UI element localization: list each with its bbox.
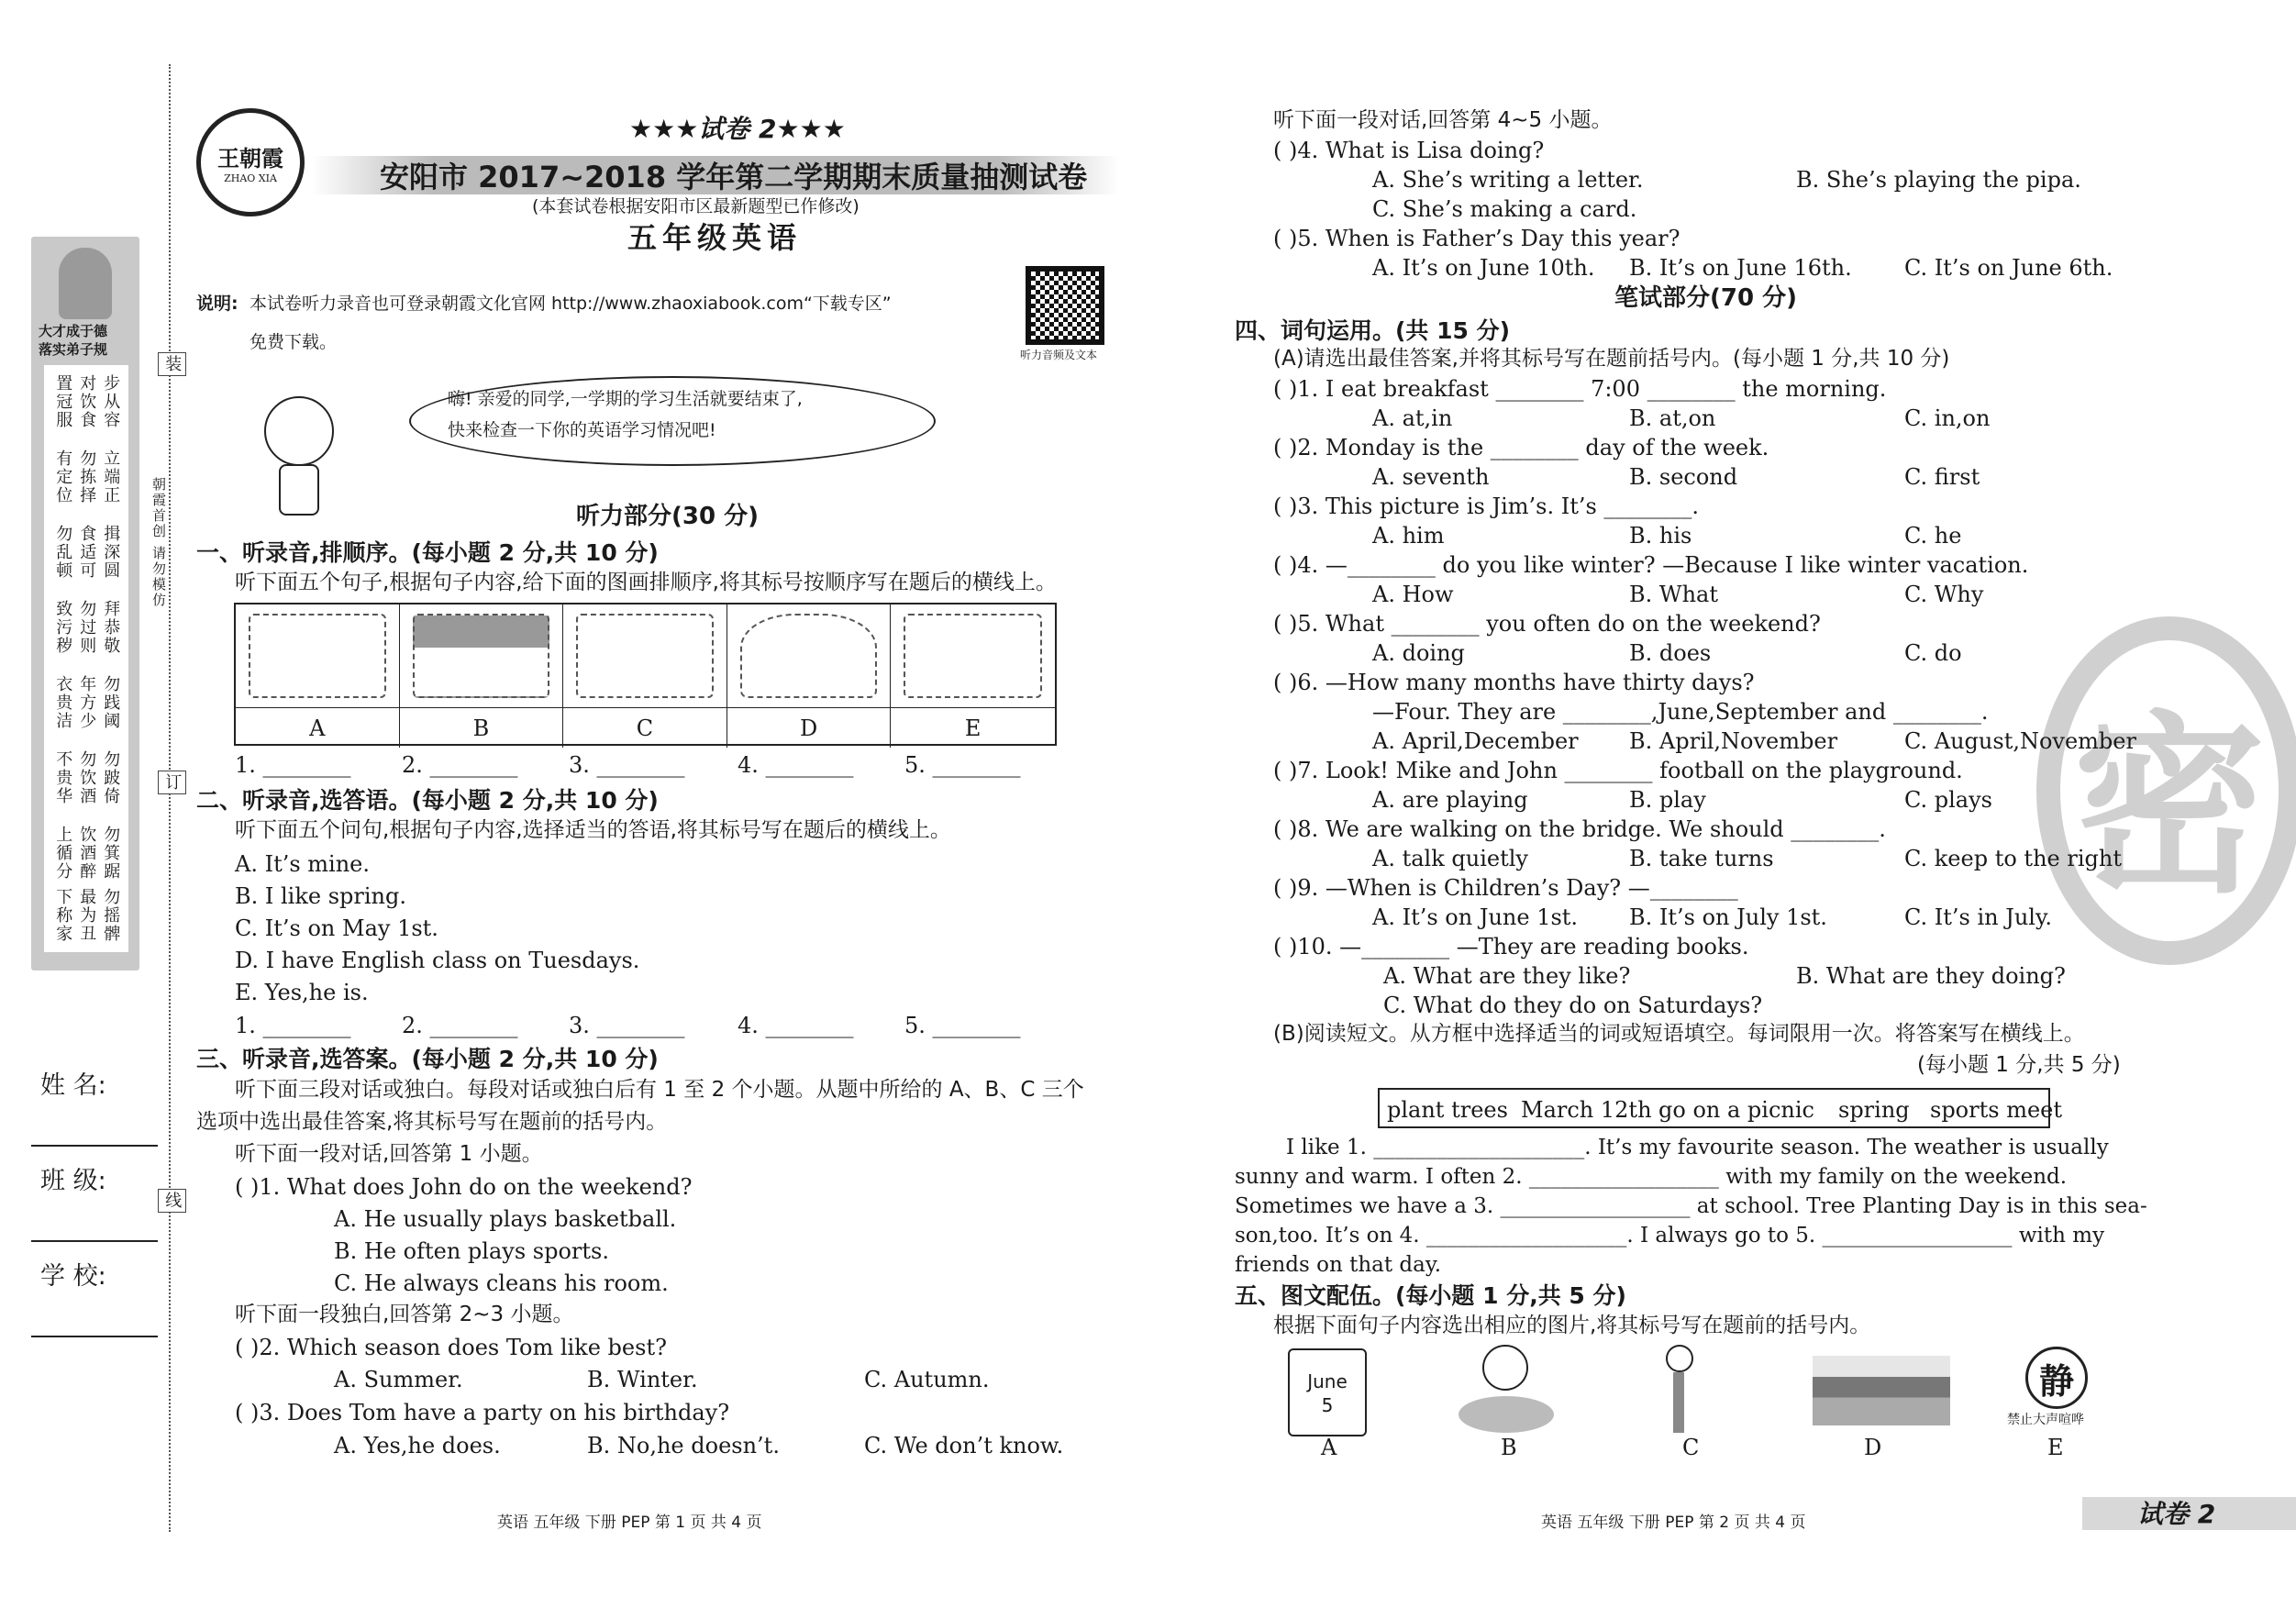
grammar-option-b: B. It’s on July 1st.: [1629, 904, 1827, 930]
part-b-score: (每小题 1 分,共 5 分): [1917, 1053, 2121, 1077]
picture-label: D: [1864, 1435, 1882, 1460]
question-3-option-a: A. Yes,he does.: [334, 1433, 501, 1458]
listening-title: 听力部分(30 分): [576, 503, 759, 530]
class-label: 班 级:: [40, 1167, 106, 1195]
grammar-option-c: C. first: [1904, 464, 1980, 490]
answer-option: C. It’s on May 1st.: [235, 915, 438, 941]
picture-label: D: [727, 707, 892, 748]
margin-dotted-line: [169, 64, 171, 1532]
passage-line[interactable]: I like 1. ____________________. It’s my favourite season. The weather is usually: [1286, 1136, 2109, 1159]
order-blank[interactable]: 4. ________: [738, 752, 854, 778]
part-b-desc: (B)阅读短文。从方框中选择适当的词或短语填空。每词限用一次。将答案写在横线上。: [1273, 1022, 2085, 1046]
question-2[interactable]: ( )2. Which season does Tom like best?: [235, 1335, 667, 1360]
question-2-option-c: C. Autumn.: [864, 1367, 990, 1392]
picture-cell-b: [400, 604, 564, 707]
boy-sitting-picture: [1459, 1345, 1554, 1436]
question-5[interactable]: ( )5. When is Father’s Day this year?: [1273, 226, 1680, 251]
answer-option: D. I have English class on Tuesdays.: [235, 948, 640, 973]
note-text: 本试卷听力录音也可登录朝霞文化官网 http://www.zhaoxiabook.com“下载专区”: [250, 294, 892, 314]
grammar-option-c: C. in,on: [1904, 405, 1991, 431]
section-5-desc: 根据下面句子内容选出相应的图片,将其标号写在题前的括号内。: [1273, 1314, 1871, 1337]
scholar-figure: [59, 248, 112, 319]
picture-cell-a: [236, 604, 400, 707]
grammar-option-a: A. What are they like?: [1383, 963, 1631, 989]
grammar-option-a: A. How: [1372, 582, 1454, 607]
question-3[interactable]: ( )3. Does Tom have a party on his birthday?: [235, 1400, 730, 1425]
question-3-option-b: B. No,he doesn’t.: [587, 1433, 780, 1458]
picture-cell-d: [727, 604, 892, 707]
section-3-heading: 三、听录音,选答案。(每小题 2 分,共 10 分): [196, 1046, 659, 1072]
school-field[interactable]: [31, 1336, 158, 1337]
section-1-heading: 一、听录音,排顺序。(每小题 2 分,共 10 分): [196, 539, 659, 566]
name-field[interactable]: [31, 1145, 158, 1147]
rule: 对饮食: [77, 374, 97, 429]
picture-label: A: [236, 707, 400, 748]
part-a-desc: (A)请选出最佳答案,并将其标号写在题前括号内。(每小题 1 分,共 10 分): [1273, 347, 1950, 371]
calendar-month: June: [1307, 1370, 1348, 1392]
picture-label: E: [891, 707, 1055, 748]
bubble-line-2: 快来检查一下你的英语学习情况吧!: [448, 420, 716, 440]
rule: 不贵华: [53, 750, 73, 805]
grammar-question[interactable]: ( )3. This picture is Jim’s. It’s ________.: [1273, 494, 1700, 519]
rules-box: [44, 365, 128, 952]
word-option: spring: [1838, 1097, 1910, 1123]
rule: 致污秽: [53, 600, 73, 655]
question-1-option-c: C. He always cleans his room.: [334, 1270, 669, 1296]
question-5-option-b: B. It’s on June 16th.: [1629, 255, 1852, 281]
rule: 步从容: [101, 374, 121, 429]
word-option: go on a picnic: [1658, 1097, 1814, 1123]
grammar-question[interactable]: ( )5. What ________ you often do on the weekend?: [1273, 611, 1821, 637]
order-blank[interactable]: 3. ________: [569, 752, 685, 778]
logo: [196, 108, 305, 216]
note-text-2: 免费下载。: [250, 332, 338, 352]
note-label: 说明:: [196, 294, 238, 314]
word-option: March 12th: [1521, 1097, 1652, 1123]
calendar-day: 5: [1321, 1394, 1334, 1416]
question-2-option-a: A. Summer.: [334, 1367, 463, 1392]
binding-mark: 装: [158, 352, 186, 376]
grammar-question[interactable]: ( )8. We are walking on the bridge. We should ________.: [1273, 816, 1886, 842]
exam-subtitle: (本套试卷根据安阳市区最新题型已作修改): [532, 196, 860, 216]
cartoon-boy: [259, 396, 339, 516]
grade-title: 五年级英语: [627, 220, 803, 255]
grammar-option-a: A. April,December: [1372, 728, 1579, 754]
classroom-picture: [413, 614, 550, 698]
logo-subtext: ZHAO XIA: [224, 172, 277, 184]
grammar-option-b: B. What: [1629, 582, 1718, 607]
rule: 饮酒醉: [77, 826, 97, 881]
grammar-option-c: C. keep to the right: [1904, 846, 2122, 871]
slogan-2: 落实弟子规: [39, 341, 108, 358]
slogan-1: 大才成于德: [39, 323, 108, 339]
question-1-option-b: B. He often plays sports.: [334, 1238, 609, 1264]
grammar-option-a: A. It’s on June 1st.: [1372, 904, 1579, 930]
question-1[interactable]: ( )1. What does John do on the weekend?: [235, 1174, 693, 1200]
question-4-option-b: B. She’s playing the pipa.: [1796, 167, 2081, 193]
question-5-option-a: A. It’s on June 10th.: [1372, 255, 1595, 281]
passage-line[interactable]: sunny and warm. I often 2. __________________ with my family on the weekend.: [1235, 1165, 2068, 1189]
answer-option: A. It’s mine.: [235, 851, 371, 877]
picture-label: A: [1321, 1435, 1337, 1460]
picture-label: C: [563, 707, 727, 748]
section-4-heading: 四、词句运用。(共 15 分): [1235, 317, 1511, 344]
grammar-option-c: C. What do they do on Saturdays?: [1383, 993, 1763, 1018]
grammar-option-c: C. Why: [1904, 582, 1984, 607]
exam-badge: ★★★试卷 2★★★: [629, 114, 846, 144]
dialogue-intro-2: 听下面一段独白,回答第 2~3 小题。: [235, 1303, 574, 1326]
quiet-char: 静: [2038, 1360, 2074, 1402]
rule: 勿箕踞: [101, 826, 121, 881]
order-blank[interactable]: 2. ________: [402, 752, 518, 778]
grammar-option-b: B. at,on: [1629, 405, 1716, 431]
answer-option: B. I like spring.: [235, 883, 407, 909]
grammar-option-a: A. him: [1372, 523, 1445, 549]
footer-tag: 试卷 2: [2137, 1499, 2216, 1529]
lying-picture: [904, 614, 1042, 698]
section-2-heading: 二、听录音,选答语。(每小题 2 分,共 10 分): [196, 787, 659, 814]
writing-picture: [576, 614, 714, 698]
binding-mark: 线: [158, 1189, 186, 1213]
rule: 立端正: [101, 449, 121, 505]
grammar-option-c: C. plays: [1904, 787, 1992, 813]
quiet-caption: 禁止大声喧哗: [2007, 1413, 2084, 1427]
calendar-picture: [1288, 1348, 1367, 1436]
answer-blank[interactable]: 1. ________: [235, 1013, 351, 1038]
hammock-picture: [249, 614, 386, 698]
logo-text: 王朝霞: [217, 146, 283, 172]
grammar-option-c: C. do: [1904, 640, 1962, 666]
order-blank[interactable]: 5. ________: [904, 752, 1021, 778]
rule: 食适可: [77, 525, 97, 580]
watermark: [2036, 616, 2296, 965]
grammar-option-b: B. second: [1629, 464, 1738, 490]
original-notice: 朝霞首创 请勿模仿: [150, 477, 167, 608]
question-4-option-c: C. She’s making a card.: [1372, 196, 1637, 222]
kite-boy-picture: [1649, 1345, 1708, 1436]
rule: 勿摇髀: [101, 888, 121, 943]
passage-line[interactable]: Sometimes we have a 3. __________________ at school. Tree Planting Day is in this sea-: [1235, 1194, 2147, 1218]
class-field[interactable]: [31, 1240, 158, 1242]
picture-label: C: [1682, 1435, 1700, 1460]
answer-option: E. Yes,he is.: [235, 980, 369, 1005]
section-2-desc: 听下面五个问句,根据句子内容,选择适当的答语,将其标号写在题后的横线上。: [235, 818, 951, 842]
picture-label: B: [1501, 1435, 1517, 1460]
question-5-option-c: C. It’s on June 6th.: [1904, 255, 2113, 281]
rule: 勿饮酒: [77, 750, 97, 805]
grammar-option-a: A. are playing: [1372, 787, 1528, 813]
grammar-question[interactable]: ( )7. Look! Mike and John ________ football on the playground.: [1273, 758, 1963, 783]
passage-line[interactable]: son,too. It’s on 4. ___________________. I always go to 5. __________________ with my: [1235, 1224, 2105, 1248]
rule: 上循分: [53, 826, 73, 881]
grammar-question[interactable]: ( )10. —________ —They are reading books.: [1273, 934, 1749, 959]
word-option: sports meet: [1930, 1097, 2062, 1123]
exam-title: 安阳市 2017~2018 学年第二学期期末质量抽测试卷: [380, 160, 1088, 194]
writing-title: 笔试部分(70 分): [1614, 284, 1797, 312]
rule: 勿乱顿: [53, 525, 73, 580]
grammar-question[interactable]: ( )4. —________ do you like winter? —Because I like winter vacation.: [1273, 552, 2029, 578]
picture-label: E: [2047, 1435, 2064, 1460]
footer-left: 英语 五年级 下册 PEP 第 1 页 共 4 页: [497, 1514, 762, 1532]
grammar-option-b: B. does: [1629, 640, 1712, 666]
rule: 揖深圆: [101, 525, 121, 580]
grammar-option-a: A. at,in: [1372, 405, 1453, 431]
question-4-option-a: A. She’s writing a letter.: [1372, 167, 1644, 193]
grammar-option-c: C. It’s in July.: [1904, 904, 2052, 930]
picture-cell-e: [891, 604, 1055, 707]
grammar-option-b: B. his: [1629, 523, 1692, 549]
answer-blank[interactable]: 3. ________: [569, 1013, 685, 1038]
rule: 下称家: [53, 888, 73, 943]
word-option: plant trees: [1387, 1097, 1508, 1123]
binding-mark: 订: [158, 771, 186, 794]
school-label: 学 校:: [40, 1262, 106, 1291]
question-1-option-a: A. He usually plays basketball.: [334, 1206, 677, 1232]
section-3-desc-2: 选项中选出最佳答案,将其标号写在题前的括号内。: [196, 1110, 668, 1134]
rule: 置冠服: [53, 374, 73, 429]
rule: 年方少: [77, 675, 97, 730]
section-5-heading: 五、图文配伍。(每小题 1 分,共 5 分): [1235, 1282, 1626, 1309]
grammar-option-a: A. seventh: [1372, 464, 1490, 490]
qr-label: 听力音频及文本: [1020, 349, 1098, 361]
grammar-option-c: C. he: [1904, 523, 1962, 549]
grammar-question[interactable]: ( )2. Monday is the ________ day of the week.: [1273, 435, 1769, 460]
grammar-option-c: C. August,November: [1904, 728, 2136, 754]
rule: 勿跛倚: [101, 750, 121, 805]
word-box: [1378, 1088, 2062, 1128]
dialogue-intro-3: 听下面一段对话,回答第 4~5 小题。: [1273, 108, 1613, 132]
question-4[interactable]: ( )4. What is Lisa doing?: [1273, 138, 1545, 163]
answer-blank[interactable]: 4. ________: [738, 1013, 854, 1038]
rule: 最为丑: [77, 888, 97, 943]
grammar-option-b: B. play: [1629, 787, 1706, 813]
rule: 衣贵洁: [53, 675, 73, 730]
picture-cell-c: [563, 604, 727, 707]
picture-label: B: [400, 707, 564, 748]
order-blank[interactable]: 1. ________: [235, 752, 351, 778]
tiananmen-picture: [1813, 1356, 1950, 1425]
grammar-option-a: A. talk quietly: [1372, 846, 1528, 871]
tree-picture: [740, 614, 878, 698]
quiet-sign: [2025, 1347, 2088, 1409]
rules-sidebar: [31, 237, 139, 970]
grammar-option-b: B. April,November: [1629, 728, 1838, 754]
passage-line: friends on that day.: [1235, 1253, 1442, 1277]
footer-right: 英语 五年级 下册 PEP 第 2 页 共 4 页: [1541, 1514, 1806, 1532]
grammar-option-b: B. take turns: [1629, 846, 1774, 871]
picture-table: [234, 603, 1057, 746]
rule: 勿拣择: [77, 449, 97, 505]
grammar-question[interactable]: ( )9. —When is Children’s Day? —________: [1273, 875, 1738, 901]
grammar-question[interactable]: ( )6. —How many months have thirty days?: [1273, 670, 1755, 695]
grammar-option-a: A. doing: [1372, 640, 1465, 666]
question-3-option-c: C. We don’t know.: [864, 1433, 1064, 1458]
name-label: 姓 名:: [40, 1071, 106, 1100]
section-3-desc-1: 听下面三段对话或独白。每段对话或独白后有 1 至 2 个小题。从题中所给的 A、B、C 三个: [235, 1078, 1084, 1102]
grammar-question[interactable]: ( )1. I eat breakfast ________ 7:00 ________ the morning.: [1273, 376, 1887, 402]
question-2-option-b: B. Winter.: [587, 1367, 698, 1392]
rule: 勿过则: [77, 600, 97, 655]
answer-blank[interactable]: 5. ________: [904, 1013, 1021, 1038]
dialogue-intro-1: 听下面一段对话,回答第 1 小题。: [235, 1142, 543, 1166]
rule: 勿践阈: [101, 675, 121, 730]
section-1-desc: 听下面五个句子,根据句子内容,给下面的图画排顺序,将其标号按顺序写在题后的横线上。: [235, 571, 1057, 594]
bubble-line-1: 嗨! 亲爱的同学,一学期的学习生活就要结束了,: [448, 389, 803, 409]
rule: 有定位: [53, 449, 73, 505]
rule: 拜恭敬: [101, 600, 121, 655]
answer-blank[interactable]: 2. ________: [402, 1013, 518, 1038]
qr-code[interactable]: [1026, 266, 1104, 345]
grammar-question-line-2: —Four. They are ________,June,September and ________.: [1372, 699, 1989, 725]
watermark-char: 密: [2072, 694, 2266, 919]
grammar-option-b: B. What are they doing?: [1796, 963, 2066, 989]
